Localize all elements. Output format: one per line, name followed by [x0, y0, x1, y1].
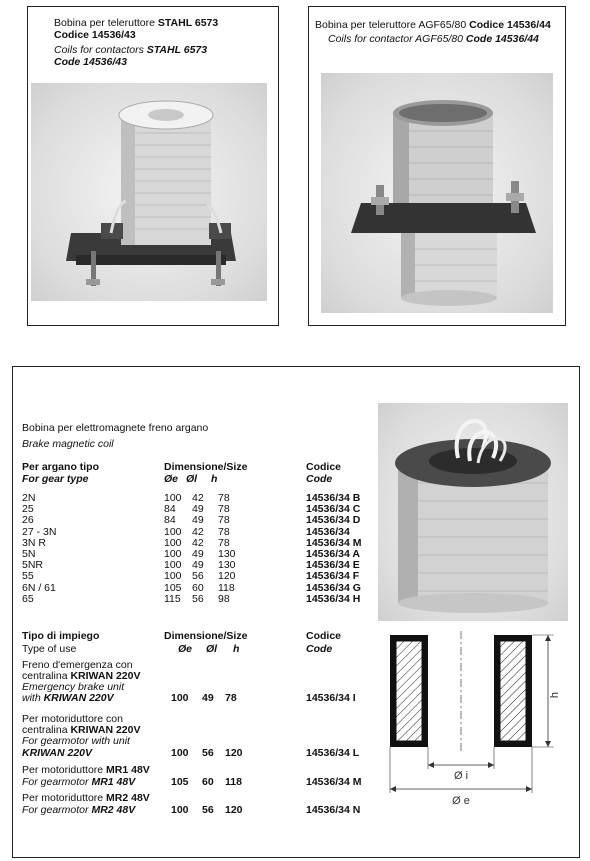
- use3-line2: For gearmotor MR1 48V: [22, 776, 136, 788]
- use2-line3: For gearmotor with unit: [22, 735, 130, 747]
- cell-de: 100: [164, 559, 182, 572]
- use2-h: 120: [225, 747, 243, 759]
- table-row: 3N R: [22, 536, 46, 549]
- cell-code: 14536/34 A: [306, 547, 360, 560]
- cell-h: 78: [218, 492, 230, 504]
- cell-h: 120: [218, 570, 236, 583]
- cell-di: 49: [192, 547, 204, 560]
- header-gear-type: Per argano tipo: [22, 461, 100, 473]
- de-label: Ø e: [452, 795, 470, 807]
- stahl-title-en: Coils for contactors STAHL 6573: [54, 44, 208, 56]
- cell-code: 14536/34 F: [306, 570, 360, 583]
- cell-code: 14536/34 B: [306, 492, 361, 504]
- cell-code: 14536/34 M: [306, 536, 362, 549]
- table-row: 26: [22, 514, 34, 527]
- use2-line4: KRIWAN 220V: [22, 747, 93, 759]
- cell-di: 42: [192, 492, 204, 504]
- cell-di: 49: [192, 503, 204, 516]
- cell-code: 14536/34 C: [306, 503, 361, 516]
- cell-di: 42: [192, 536, 204, 549]
- cell-de: 84: [164, 503, 176, 516]
- cell-di: 60: [192, 581, 204, 594]
- col-code: [306, 493, 361, 605]
- cell-h: 98: [218, 592, 230, 605]
- cell-code: 14536/34 D: [306, 514, 361, 527]
- brake-title-it: Bobina per elettromagnete freno argano: [22, 422, 209, 434]
- cell-di: 49: [192, 559, 204, 572]
- use4-line2: For gearmotor MR2 48V: [22, 804, 136, 816]
- di-label: Ø i: [453, 770, 469, 782]
- cell-code: 14536/34 E: [306, 559, 360, 572]
- col-h: [218, 493, 236, 605]
- use3-di: 60: [202, 776, 214, 788]
- cell-h: 78: [218, 536, 230, 549]
- table-row: 27 - 3N: [22, 525, 57, 538]
- use4-di: 56: [202, 804, 214, 816]
- use3-h: 118: [225, 776, 242, 788]
- use1-di: 49: [202, 692, 214, 704]
- stahl-code-it: Codice 14536/43: [54, 29, 136, 41]
- header2-di: Øl: [206, 643, 218, 655]
- use4-code: 14536/34 N: [306, 804, 361, 816]
- header-use-type: Tipo di impiego: [22, 630, 100, 642]
- header-gear-type-en: For gear type: [22, 473, 89, 485]
- header-h: h: [211, 473, 218, 485]
- cell-code: 14536/34 H: [306, 592, 361, 605]
- header-code-en: Code: [306, 473, 333, 485]
- use1-code: 14536/34 I: [306, 692, 356, 704]
- header-de: Øe: [164, 473, 179, 485]
- cell-de: 100: [164, 547, 182, 560]
- use2-line2: centralina KRIWAN 220V: [22, 724, 141, 736]
- cell-h: 78: [218, 525, 230, 538]
- header-code: Codice: [306, 461, 342, 473]
- use4-line1: Per motoriduttore MR2 48V: [22, 792, 150, 804]
- stahl-code-en: Code 14536/43: [54, 56, 127, 68]
- brake-title-en: Brake magnetic coil: [22, 438, 114, 450]
- cell-de: 105: [164, 581, 182, 594]
- col-di: [192, 493, 204, 605]
- header2-de: Øe: [178, 643, 193, 655]
- header-di: Øl: [186, 473, 198, 485]
- header-use-type-en: Type of use: [22, 643, 77, 655]
- cell-di: 42: [192, 525, 204, 538]
- header2-code-en: Code: [306, 643, 333, 655]
- brake-coil-photo: [378, 403, 568, 621]
- use3-code: 14536/34 M: [306, 776, 362, 788]
- stahl-title-it: Bobina per teleruttore STAHL 6573: [54, 17, 219, 29]
- stahl-coil-photo: [31, 83, 267, 301]
- panel-brake-coils: [12, 366, 580, 858]
- cell-de: 100: [164, 536, 182, 549]
- agf-title-it: Bobina per teleruttore AGF65/80 Codice 14536/44: [315, 19, 551, 31]
- use4-de: 100: [171, 804, 189, 816]
- panel-stahl-coil: [27, 6, 279, 326]
- agf-coil-photo: [321, 73, 553, 313]
- table-row: 65: [22, 592, 34, 605]
- cell-di: 49: [192, 514, 204, 527]
- use1-line4: with KRIWAN 220V: [22, 692, 114, 704]
- table-row: 2N: [22, 492, 36, 504]
- use3-de: 105: [171, 776, 189, 788]
- header2-size: Dimensione/Size: [164, 630, 248, 642]
- cell-h: 130: [218, 559, 236, 572]
- cell-h: 118: [218, 581, 235, 594]
- col-de: [164, 493, 182, 605]
- coil-cross-section-diagram: [382, 629, 562, 809]
- cell-de: 100: [164, 492, 182, 504]
- table-row: 5N: [22, 547, 36, 560]
- header2-h: h: [233, 643, 240, 655]
- use2-code: 14536/34 L: [306, 747, 360, 759]
- cell-de: 115: [164, 592, 181, 605]
- use1-line1: Freno d'emergenza con: [22, 659, 133, 671]
- cell-de: 100: [164, 570, 182, 583]
- table-row: 25: [22, 503, 34, 516]
- cell-h: 78: [218, 503, 230, 516]
- use1-line2: centralina KRIWAN 220V: [22, 670, 141, 682]
- cell-h: 78: [218, 514, 230, 527]
- left-section: [390, 635, 428, 747]
- table-row: 55: [22, 570, 34, 583]
- cell-h: 130: [218, 547, 236, 560]
- cell-de: 100: [164, 525, 182, 538]
- h-label: h: [549, 691, 561, 699]
- table-row: 5NR: [22, 559, 44, 572]
- use3-line1: Per motoriduttore MR1 48V: [22, 764, 150, 776]
- right-section: [494, 635, 532, 747]
- header2-code: Codice: [306, 630, 342, 642]
- cell-de: 84: [164, 514, 176, 527]
- panel-agf-coil: [308, 6, 566, 326]
- use4-h: 120: [225, 804, 243, 816]
- header-size: Dimensione/Size: [164, 461, 248, 473]
- table-row: 6N / 61: [22, 581, 56, 594]
- use2-line1: Per motoriduttore con: [22, 713, 123, 725]
- use1-line3: Emergency brake unit: [22, 681, 125, 693]
- cell-di: 56: [192, 592, 204, 605]
- use1-de: 100: [171, 692, 189, 704]
- cell-di: 56: [192, 570, 204, 583]
- use2-di: 56: [202, 747, 214, 759]
- use2-de: 100: [171, 747, 189, 759]
- col-gear-type: [22, 493, 56, 605]
- use1-h: 78: [225, 692, 237, 704]
- cell-code: 14536/34 G: [306, 581, 361, 594]
- agf-title-en: Coils for contactor AGF65/80 Code 14536/44: [328, 33, 539, 45]
- cell-code: 14536/34: [306, 525, 350, 538]
